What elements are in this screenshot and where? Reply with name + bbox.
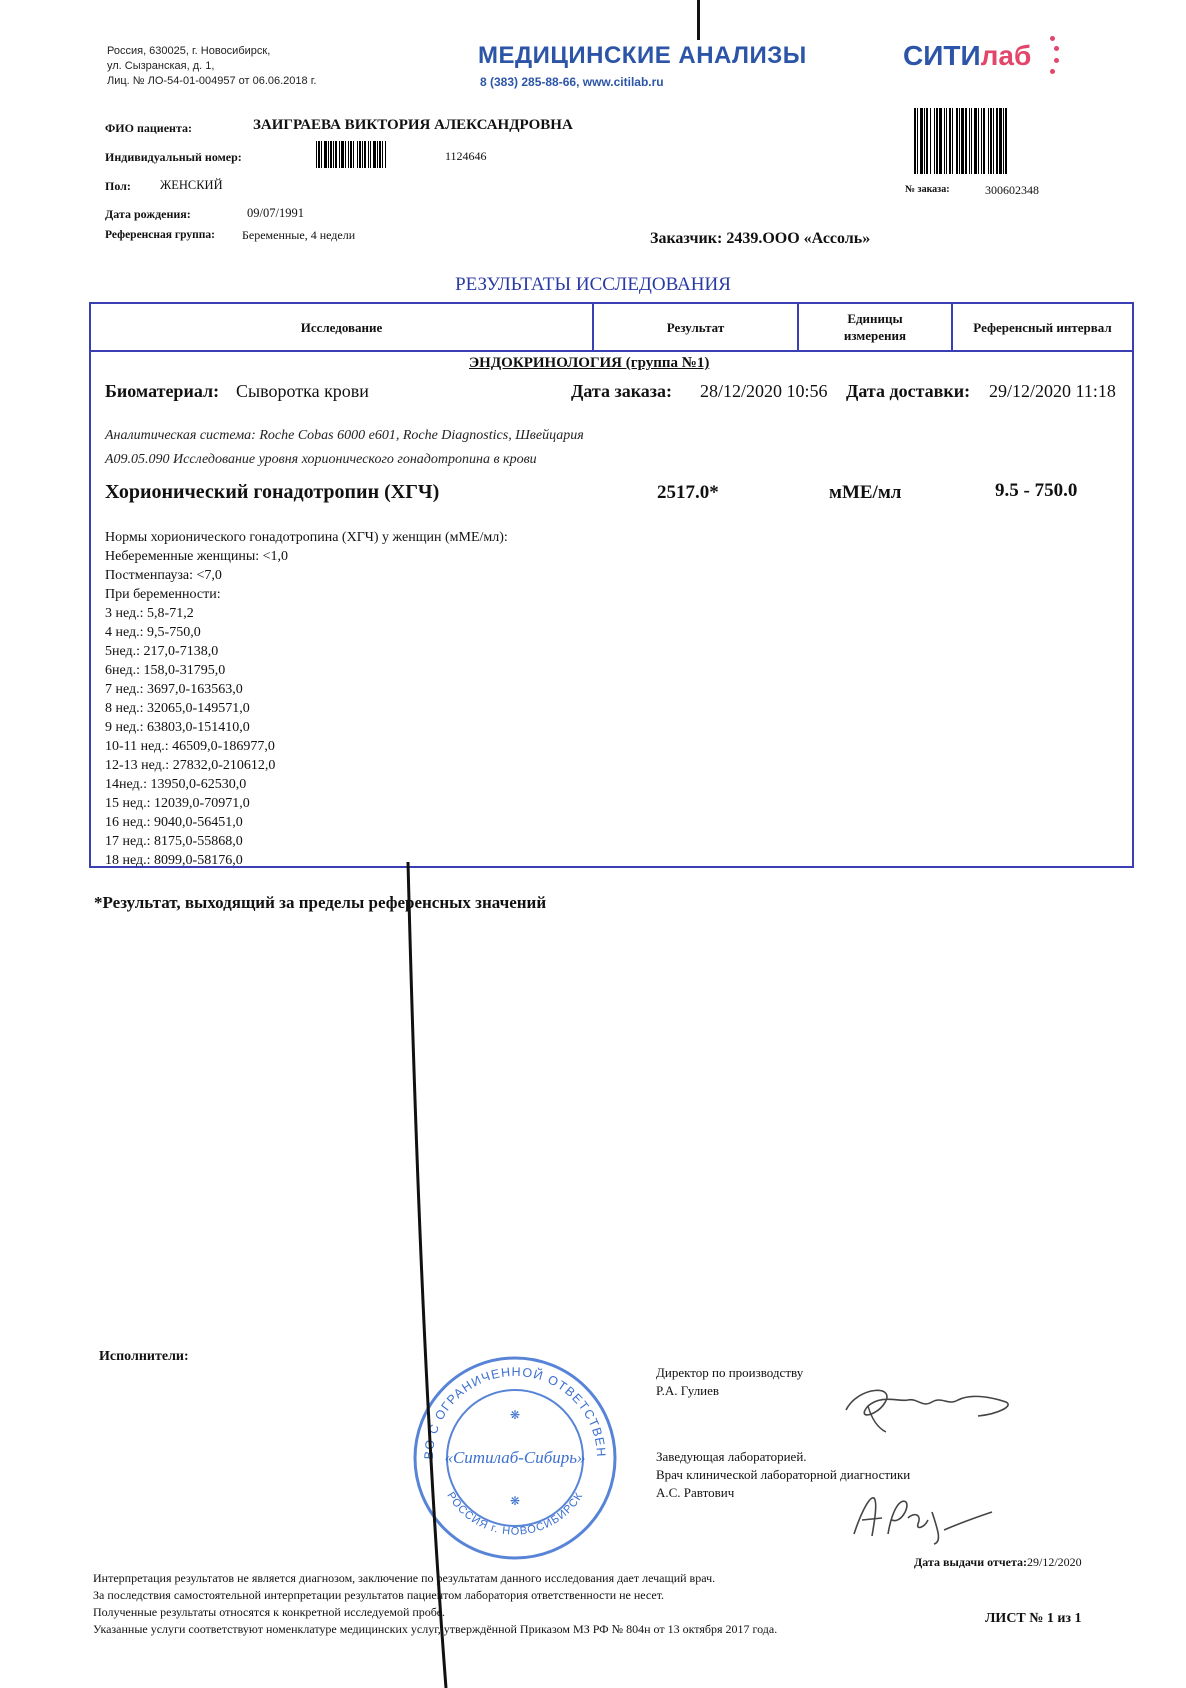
norms-line: 4 нед.: 9,5-750,0 xyxy=(105,625,201,640)
ref-group: Беременные, 4 недели xyxy=(242,228,356,242)
stamp-ring-text: ВО С ОГРАНИЧЕННОЙ ОТВЕТСТВЕН xyxy=(421,1364,609,1460)
patient-sex-label: Пол: xyxy=(105,179,131,193)
delivery-date-label: Дата доставки: xyxy=(846,381,971,401)
svg-text:❋: ❋ xyxy=(509,1494,521,1508)
lab-address-line: ул. Сызранская, д. 1, xyxy=(107,60,215,72)
biomaterial-label: Биоматериал: xyxy=(105,381,220,401)
norms-line: 5нед.: 217,0-7138,0 xyxy=(105,644,219,659)
stamp-bottom-text: РОССИЯ г. НОВОСИБИРСК xyxy=(444,1490,586,1538)
svg-text:❋: ❋ xyxy=(509,1408,521,1422)
order-date: 28/12/2020 10:56 xyxy=(700,381,828,401)
norms-line: Небеременные женщины: <1,0 xyxy=(105,549,289,564)
norms-line: 14нед.: 13950,0-62530,0 xyxy=(105,777,247,792)
delivery-date: 29/12/2020 11:18 xyxy=(989,381,1116,401)
logo-dots-icon xyxy=(1046,36,1060,82)
director-title: Директор по производству xyxy=(656,1365,804,1380)
norms-line: 9 нед.: 63803,0-151410,0 xyxy=(105,720,250,735)
norms-line: 3 нед.: 5,8-71,2 xyxy=(105,606,194,621)
issue-date-value: 29/12/2020 xyxy=(1026,1555,1082,1569)
disclaimer-line: Полученные результаты относятся к конкретной исследуемой пробе. xyxy=(93,1605,446,1619)
lab-address-line: Лиц. № ЛО-54-01-004957 от 06.06.2018 г. xyxy=(107,75,317,87)
results-title: РЕЗУЛЬТАТЫ ИССЛЕДОВАНИЯ xyxy=(455,274,731,295)
executors-label: Исполнители: xyxy=(99,1349,189,1364)
header-result: Результат xyxy=(666,319,725,335)
test-name: Хорионический гонадотропин (ХГЧ) xyxy=(105,481,440,503)
disclaimer-line: Указанные услуги соответствуют номенклатуре медицинских услуг, утверждённой Приказом МЗ РФ № 804н от 13 октября 2017 года. xyxy=(93,1622,778,1636)
lab-head-title: Врач клинической лабораторной диагностики xyxy=(656,1467,911,1482)
norms-line: 7 нед.: 3697,0-163563,0 xyxy=(105,682,243,697)
norms-line: 12-13 нед.: 27832,0-210612,0 xyxy=(105,758,276,773)
order-barcode xyxy=(914,108,1009,174)
citilab-logo xyxy=(903,40,1031,72)
order-date-label: Дата заказа: xyxy=(571,381,673,401)
disclaimer-line: Интерпретация результатов не является диагнозом, заключение по результатам данного исследования дает лечащий врач. xyxy=(93,1571,716,1585)
logo-part-1: СИТИ xyxy=(903,40,981,71)
norms-line: Постменпауза: <7,0 xyxy=(105,568,222,583)
director-name: Р.А. Гулиев xyxy=(656,1383,720,1398)
issue-date xyxy=(914,1555,1082,1570)
director-signature xyxy=(838,1376,1018,1441)
service-code: A09.05.090 Исследование уровня хорионического гонадотропина в крови xyxy=(105,452,537,467)
norms-line: 10-11 нед.: 46509,0-186977,0 xyxy=(105,739,275,754)
customer: Заказчик: 2439.ООО «Ассоль» xyxy=(650,230,871,247)
brand-contacts: 8 (383) 285-88-66, www.citilab.ru xyxy=(480,75,664,89)
group-title: ЭНДОКРИНОЛОГИЯ (группа №1) xyxy=(469,355,710,371)
norms-line: 16 нед.: 9040,0-56451,0 xyxy=(105,815,243,830)
director-block xyxy=(656,1364,803,1400)
patient-dob: 09/07/1991 xyxy=(247,206,304,220)
norms-list xyxy=(105,528,508,870)
biomaterial: Сыворотка крови xyxy=(236,381,369,401)
analytic-system: Аналитическая система: Roche Cobas 6000 e601, Roche Diagnostics, Швейцария xyxy=(105,428,584,443)
patient-id-barcode xyxy=(316,141,387,168)
svg-text:ОБЩЕСТВО С ОГРАНИЧЕННОЙ ОТВЕТС xyxy=(410,1353,608,1460)
patient-name: ЗАИГРАЕВА ВИКТОРИЯ АЛЕКСАНДРОВНА xyxy=(253,117,573,133)
patient-id: 1124646 xyxy=(445,149,487,163)
header-units-line: Единицы xyxy=(847,311,903,326)
logo-part-2: лаб xyxy=(980,40,1032,71)
norms-line: 15 нед.: 12039,0-70971,0 xyxy=(105,796,250,811)
lab-address xyxy=(107,44,316,89)
lab-head-signature xyxy=(848,1490,998,1555)
lab-head-title: Заведующая лабораторией. xyxy=(656,1449,807,1464)
lab-head-name: А.С. Равтович xyxy=(656,1485,735,1500)
patient-dob-label: Дата рождения: xyxy=(105,207,191,221)
disclaimer-line: За последствия самостоятельной интерпретации результатов пациентом лаборатория ответственности не несет. xyxy=(93,1588,665,1602)
footnote: *Результат, выходящий за пределы референсных значений xyxy=(94,893,547,912)
norms-line: При беременности: xyxy=(105,587,221,602)
ref-group-label: Референсная группа: xyxy=(105,229,215,241)
header-test: Исследование xyxy=(300,319,383,335)
header-units xyxy=(799,304,951,350)
brand-title: МЕДИЦИНСКИЕ АНАЛИЗЫ xyxy=(478,42,807,69)
order-number: 300602348 xyxy=(985,183,1039,197)
page-number: ЛИСТ № 1 из 1 xyxy=(985,1611,1082,1626)
test-result: 2517.0* xyxy=(657,482,719,503)
stamp-center-text: «Ситилаб-Сибирь» xyxy=(444,1448,586,1467)
header-reference: Референсный интервал xyxy=(973,319,1112,335)
order-number-label: № заказа: xyxy=(905,184,950,195)
patient-name-label: ФИО пациента: xyxy=(105,121,192,135)
norms-line: 18 нед.: 8099,0-58176,0 xyxy=(105,853,243,868)
norms-line: 17 нед.: 8175,0-55868,0 xyxy=(105,834,243,849)
results-header-row xyxy=(91,304,1132,352)
lab-stamp xyxy=(410,1353,620,1563)
norms-line: 6нед.: 158,0-31795,0 xyxy=(105,663,226,678)
norms-line: Нормы хорионического гонадотропина (ХГЧ) у женщин (мМЕ/мл): xyxy=(105,530,508,545)
patient-id-label: Индивидуальный номер: xyxy=(105,150,242,164)
norms-line: 8 нед.: 32065,0-149571,0 xyxy=(105,701,250,716)
issue-date-label: Дата выдачи отчета: xyxy=(914,1555,1027,1569)
test-reference: 9.5 - 750.0 xyxy=(995,480,1078,501)
pen-mark xyxy=(697,0,700,40)
header-units-line: измерения xyxy=(843,328,907,343)
disclaimer xyxy=(93,1570,777,1638)
test-units: мМЕ/мл xyxy=(829,482,902,503)
lab-address-line: Россия, 630025, г. Новосибирск, xyxy=(107,45,271,57)
patient-sex: ЖЕНСКИЙ xyxy=(160,178,223,192)
